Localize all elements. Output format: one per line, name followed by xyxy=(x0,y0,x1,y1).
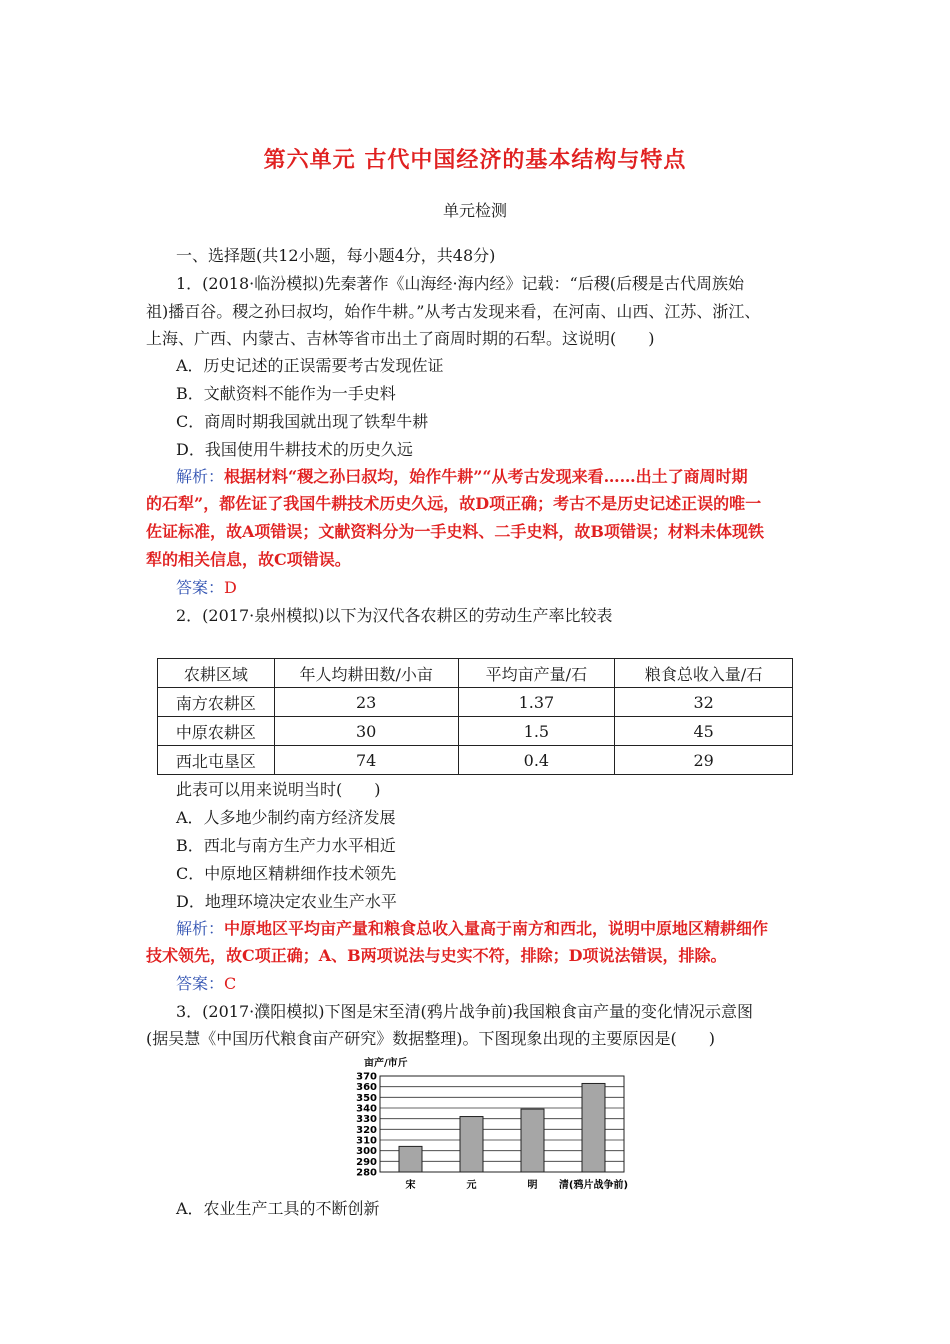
q2-explanation-label: 解析： xyxy=(176,919,225,938)
table-header-cell: 平均亩产量/石 xyxy=(458,659,615,688)
q2-option-c: C．中原地区精耕细作技术领先 xyxy=(176,864,397,883)
q2-stem: 2．(2017·泉州模拟)以下为汉代各农耕区的劳动生产率比较表 xyxy=(176,606,613,625)
chart-bar xyxy=(582,1083,605,1172)
chart-bar xyxy=(460,1117,483,1172)
table-cell: 45 xyxy=(615,717,793,746)
q2-option-a: A．人多地少制约南方经济发展 xyxy=(176,808,396,827)
q2-answer xyxy=(176,974,236,994)
table-header-cell: 粮食总收入量/石 xyxy=(615,659,793,688)
q1-answer-label: 答案： xyxy=(176,578,225,597)
q1-option-d: D．我国使用牛耕技术的历史久远 xyxy=(176,440,413,459)
chart-ytick-label: 370 xyxy=(356,1071,377,1083)
table-header-cell: 年人均耕田数/小亩 xyxy=(274,659,458,688)
q1-answer xyxy=(176,578,237,598)
table-cell: 中原农耕区 xyxy=(158,717,275,746)
chart-ytick-label: 360 xyxy=(356,1082,377,1094)
chart-bar xyxy=(521,1109,544,1172)
chart-xtick-label: 明 xyxy=(527,1180,538,1191)
q1-answer-value: D xyxy=(224,578,237,597)
q2-answer-label: 答案： xyxy=(176,974,225,993)
table-header-cell: 农耕区域 xyxy=(158,659,275,688)
q2-explanation-line-2: 技术领先，故C项正确；A、B两项说法与史实不符，排除；D项说法错误，排除。 xyxy=(146,946,727,965)
q1-explanation-line-3: 佐证标准，故A项错误；文献资料分为一手史料、二手史料，故B项错误；材料未体现铁 xyxy=(146,522,764,541)
chart-xtick-label: 宋 xyxy=(405,1180,416,1191)
chart-ytick-label: 340 xyxy=(356,1103,377,1115)
table-cell: 29 xyxy=(615,746,793,775)
chart-ytick-label: 330 xyxy=(356,1114,377,1126)
table-row xyxy=(158,717,793,746)
chart-ytick-label: 290 xyxy=(356,1156,377,1168)
q1-option-c: C．商周时期我国就出现了铁犁牛耕 xyxy=(176,412,429,431)
chart-xtick-label: 元 xyxy=(466,1180,477,1191)
q3-option-a: A．农业生产工具的不断创新 xyxy=(176,1199,380,1218)
chart-bar xyxy=(399,1146,422,1172)
q2-explanation-text-1: 中原地区平均亩产量和粮食总收入量高于南方和西北，说明中原地区精耕细作 xyxy=(224,919,769,938)
table-cell: 西北屯垦区 xyxy=(158,746,275,775)
table-cell: 南方农耕区 xyxy=(158,688,275,717)
table-cell: 23 xyxy=(274,688,458,717)
q2-option-d: D．地理环境决定农业生产水平 xyxy=(176,892,397,911)
section-heading: 一、选择题(共12小题，每小题4分，共48分) xyxy=(176,246,496,265)
grain-yield-chart xyxy=(350,1054,650,1196)
q1-stem-line-2: 祖)播百谷。稷之孙曰叔均，始作牛耕。”从考古发现来看，在河南、山西、江苏、浙江、 xyxy=(146,302,761,321)
table-cell: 30 xyxy=(274,717,458,746)
q2-option-b: B．西北与南方生产力水平相近 xyxy=(176,836,396,855)
table-header-row xyxy=(158,659,793,688)
chart-ytick-label: 300 xyxy=(356,1146,377,1158)
q2-explanation-line-1 xyxy=(176,919,768,939)
table-row xyxy=(158,746,793,775)
table-cell: 74 xyxy=(274,746,458,775)
q1-option-b: B．文献资料不能作为一手史料 xyxy=(176,384,396,403)
chart-ytick-label: 350 xyxy=(356,1092,377,1104)
q1-stem-line-1: 1．(2018·临汾模拟)先秦著作《山海经·海内经》记载：“后稷(后稷是古代周族始 xyxy=(176,274,744,293)
table-row xyxy=(158,688,793,717)
page-subtitle: 单元检测 xyxy=(442,201,507,220)
q1-explanation-label: 解析： xyxy=(176,467,225,486)
chart-ytick-label: 310 xyxy=(356,1135,377,1147)
q1-explanation-line-2: 的石犁”，都佐证了我国牛耕技术历史久远，故D项正确；考古不是历史记述正误的唯一 xyxy=(146,494,762,513)
q2-answer-value: C xyxy=(224,974,237,993)
page-title: 第六单元 古代中国经济的基本结构与特点 xyxy=(263,148,687,173)
chart-xtick-label: 清(鸦片战争前) xyxy=(558,1180,629,1191)
q3-stem-line-1: 3．(2017·濮阳模拟)下图是宋至清(鸦片战争前)我国粮食亩产量的变化情况示意图 xyxy=(176,1002,753,1021)
table-cell: 32 xyxy=(615,688,793,717)
chart-ylabel: 亩产/市斤 xyxy=(364,1058,408,1069)
q1-stem-line-3: 上海、广西、内蒙古、吉林等省市出土了商周时期的石犁。这说明( ) xyxy=(146,329,655,348)
q1-explanation-line-1 xyxy=(176,467,748,487)
q3-stem-line-2: (据吴慧《中国历代粮食亩产研究》数据整理)。下图现象出现的主要原因是( ) xyxy=(146,1029,715,1048)
chart-ytick-label: 320 xyxy=(356,1124,377,1136)
table-cell: 1.37 xyxy=(458,688,615,717)
q2-table xyxy=(157,658,793,775)
q2-after-table: 此表可以用来说明当时( ) xyxy=(176,780,381,799)
q1-option-a: A．历史记述的正误需要考古发现佐证 xyxy=(176,356,444,375)
table-cell: 0.4 xyxy=(458,746,615,775)
chart-ytick-label: 280 xyxy=(356,1167,377,1179)
q1-explanation-line-4: 犁的相关信息，故C项错误。 xyxy=(146,550,351,569)
q1-explanation-text-1: 根据材料“稷之孙曰叔均，始作牛耕”“从考古发现来看……出土了商周时期 xyxy=(224,467,748,486)
table-cell: 1.5 xyxy=(458,717,615,746)
